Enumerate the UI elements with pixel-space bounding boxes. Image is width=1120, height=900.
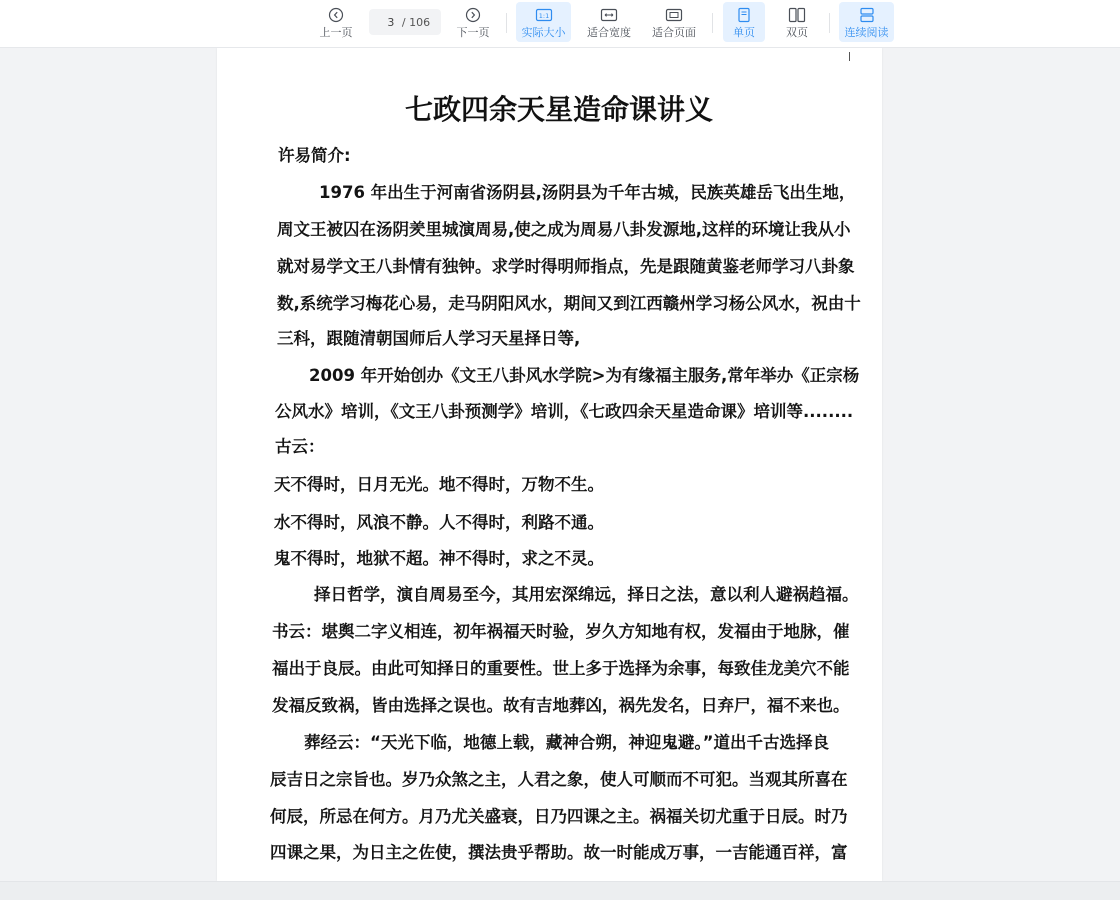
page-current-input[interactable] — [380, 16, 402, 29]
document-viewer[interactable] — [0, 48, 1120, 881]
horizontal-scrollbar[interactable] — [0, 881, 1120, 900]
text-line: 周文王被囚在汤阴羑里城演周易,使之成为周易八卦发源地,这样的环境让我从小 — [277, 220, 851, 239]
text-line: 就对易学文王八卦情有独钟。求学时得明师指点，先是跟随黄鉴老师学习八卦象 — [277, 257, 855, 276]
continuous-reading-label: 连续阅读 — [844, 26, 889, 39]
text-line: 2009 年开始创办《文王八卦风水学院>为有缘福主服务,常年举办《正宗杨 — [309, 366, 860, 385]
toolbar-divider — [712, 13, 713, 33]
fit-width-label: 适合宽度 — [587, 26, 631, 39]
text-line: 水不得时，风浪不静。人不得时，利路不通。 — [274, 513, 604, 532]
text-line: 公风水》培训，《文王八卦预测学》培训，《七政四余天星造命课》培训等........ — [275, 402, 854, 421]
text-line: 何辰，所忌在何方。月乃尤关盛衰，日乃四课之主。祸福关切尤重于日辰。时乃 — [270, 807, 848, 826]
text-line: 辰吉日之宗旨也。岁乃众煞之主，人君之象，使人可顺而不可犯。当观其所喜在 — [270, 770, 848, 789]
double-page-icon — [788, 7, 806, 23]
fit-page-icon — [665, 7, 683, 23]
text-line: 三科，跟随清朝国师后人学习天星择日等, — [277, 329, 581, 348]
continuous-reading-icon — [859, 7, 875, 23]
actual-size-button[interactable] — [516, 2, 571, 42]
text-line: 数,系统学习梅花心易，走马阴阳风水，期间又到江西赣州学习杨公风水，祝由十 — [277, 294, 861, 313]
fit-page-label: 适合页面 — [652, 26, 696, 39]
text-line: 天不得时，日月无光。地不得时，万物不生。 — [274, 475, 604, 494]
prev-page-button[interactable] — [316, 2, 356, 42]
page-total: / 106 — [401, 15, 431, 29]
text-line: 葬经云：“天光下临，地德上载，藏神合朔，神迎鬼避。”道出千古选择良 — [304, 733, 829, 752]
next-page-button[interactable] — [453, 2, 493, 42]
single-page-button[interactable] — [723, 2, 765, 42]
next-page-label: 下一页 — [456, 26, 490, 39]
text-line: 古云： — [275, 437, 325, 456]
single-page-icon — [736, 7, 752, 23]
toolbar — [0, 0, 1120, 48]
text-line: 福出于良辰。由此可知择日的重要性。世上多于选择为余事，每致佳龙美穴不能 — [272, 659, 850, 678]
document-page — [217, 48, 882, 881]
continuous-reading-button[interactable] — [839, 2, 894, 42]
prev-page-label: 上一页 — [319, 26, 353, 39]
chevron-left-circle-icon — [328, 7, 344, 23]
text-line: 书云：堪舆二字义相连，初年祸福天时验，岁久方知地有权，发福由于地脉，催 — [272, 622, 850, 641]
text-line: 鬼不得时，地狱不超。神不得时，求之不灵。 — [274, 549, 604, 568]
text-line: 1976 年出生于河南省汤阴县,汤阴县为千年古城，民族英雄岳飞出生地， — [319, 183, 856, 202]
double-page-label: 双页 — [786, 26, 808, 39]
document-title: 七政四余天星造命课讲义 — [405, 93, 714, 126]
page-number-field[interactable] — [369, 9, 441, 35]
text-line: 四课之果，为日主之佐使，撰法贵乎帮助。故一时能成万事，一吉能通百祥，富 — [270, 843, 848, 862]
toolbar-divider — [829, 13, 830, 33]
actual-size-icon — [535, 7, 553, 23]
fit-width-icon — [600, 7, 618, 23]
fit-page-button[interactable] — [648, 2, 700, 42]
actual-size-label: 实际大小 — [521, 26, 566, 39]
scan-mark — [849, 52, 850, 61]
toolbar-divider — [506, 13, 507, 33]
double-page-button[interactable] — [776, 2, 818, 42]
svg-text:1:1: 1:1 — [538, 11, 549, 20]
fit-width-button[interactable] — [583, 2, 635, 42]
text-line: 许易简介: — [278, 146, 351, 165]
single-page-label: 单页 — [733, 26, 755, 39]
text-line: 择日哲学，演自周易至今，其用宏深绵远，择日之法，意以利人避祸趋福。 — [314, 585, 859, 604]
text-line: 发福反致祸，皆由选择之误也。故有吉地葬凶，祸先发名，日弃尸，福不来也。 — [272, 696, 850, 715]
chevron-right-circle-icon — [465, 7, 481, 23]
